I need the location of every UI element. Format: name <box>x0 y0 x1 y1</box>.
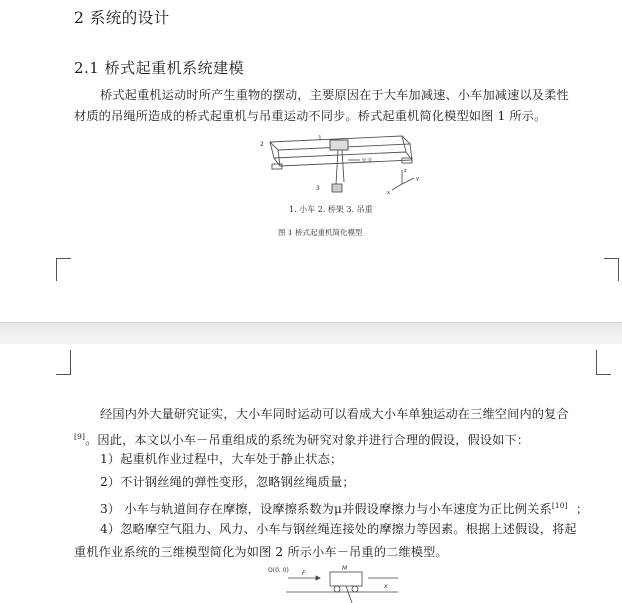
axis-label-z: z <box>404 168 407 174</box>
figure-label-1: 1 <box>318 135 322 142</box>
paragraph-line: 桥式起重机运动时所产生重物的摆动，主要原因在于大车加减速、小车加减速以及柔性 <box>100 88 569 102</box>
chapter-title: 2 系统的设计 <box>74 9 170 27</box>
rope-and-load <box>332 150 360 192</box>
force-label: F <box>302 570 306 577</box>
figure-caption: 图 1 桥式起重机简化模型 <box>278 228 363 237</box>
paragraph-line: 材质的吊绳所造成的桥式起重机与吊重运动不同步。桥式起重机简化模型如图 1 所示。 <box>74 109 547 123</box>
assumption-item-1: 1）起重机作业过程中，大车处于静止状态； <box>100 452 343 466</box>
citation-ref: [9] <box>74 432 86 441</box>
citation-ref: [10] <box>551 501 568 510</box>
paragraph-line: 经国内外大量研究证实，大小车同时运动可以看成大小车单独运动在三维空间内的复合 <box>100 407 569 421</box>
trolley <box>330 140 348 150</box>
guide-label: 轨道 <box>362 158 373 164</box>
x-label: x <box>384 583 388 590</box>
paragraph-line: 重机作业系统的三维模型简化为如图 2 所示小车－吊重的二维模型。 <box>74 545 448 559</box>
document-page-2 <box>0 344 622 603</box>
page-separator <box>0 322 622 346</box>
page-corner-mark <box>604 258 619 281</box>
origin-label: O(0, 0) <box>268 567 289 574</box>
assumption-item-3: 3） 小车与轨道间存在摩擦，设摩擦系数为μ并假设摩擦力与小车速度为正比例关系[10] ； <box>100 501 589 516</box>
page-corner-mark <box>56 350 71 375</box>
figure-parts-caption: 1. 小车 2. 桥架 3. 吊重 <box>289 205 373 214</box>
figure-label-3: 3 <box>316 185 320 192</box>
assumption-item-4: 4）忽略摩空气阻力、风力、小车与钢丝绳连接处的摩擦力等因素。根据上述假设，将起 <box>100 522 577 536</box>
page-corner-mark <box>56 258 71 281</box>
paragraph-line: [9]。因此，本文以小车－吊重组成的系统为研究对象并进行合理的假设，假设如下： <box>74 432 530 447</box>
section-title: 2.1 桥式起重机系统建模 <box>74 59 245 77</box>
page-corner-mark <box>596 350 611 375</box>
trolley-load-figure <box>268 562 408 603</box>
axis-label-y: y <box>416 176 419 182</box>
crane-model-figure <box>252 134 452 200</box>
assumption-item-2: 2）不计钢丝绳的弹性变形，忽略钢丝绳质量； <box>100 475 355 489</box>
figure-label-2: 2 <box>260 141 264 148</box>
coordinate-axes <box>392 170 414 190</box>
mass-label: M <box>342 565 348 572</box>
axis-label-x: x <box>387 190 390 196</box>
